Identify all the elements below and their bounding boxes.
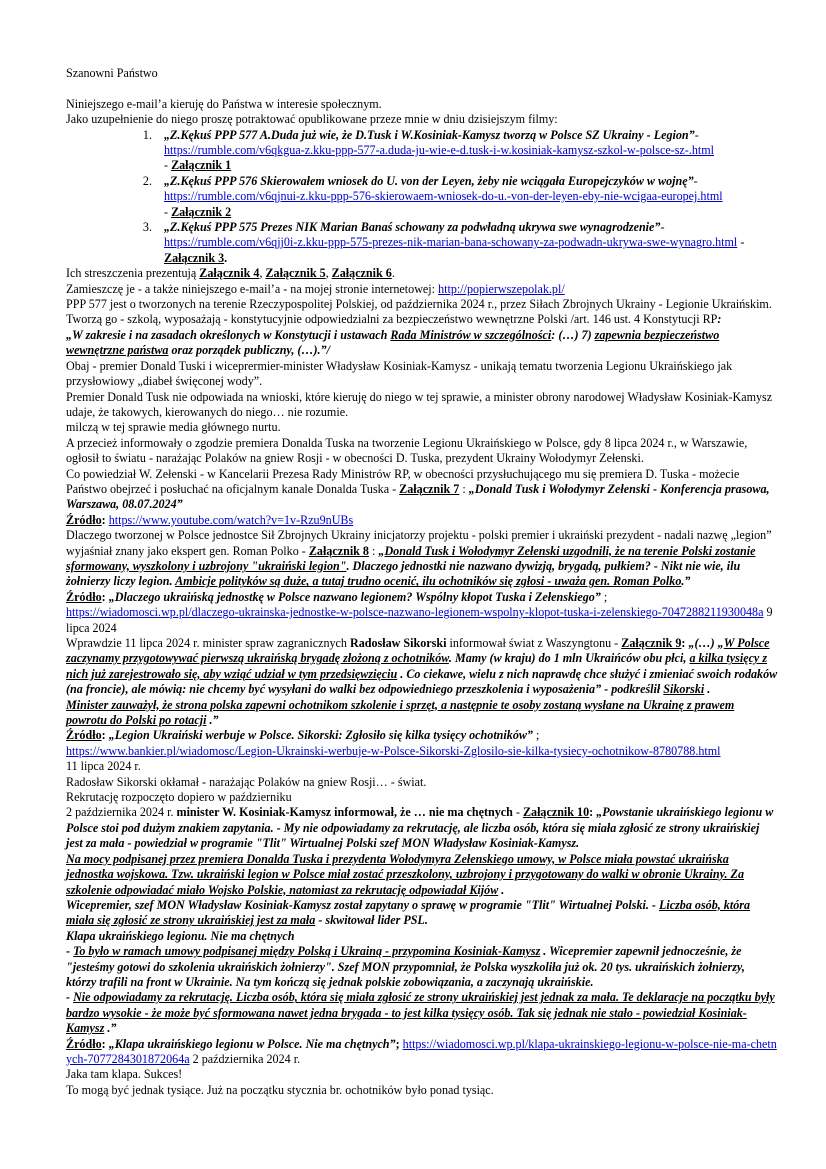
attachment-5-label: Załącznik 5 bbox=[265, 266, 326, 281]
source-date: 9 lipca 2024 bbox=[66, 605, 773, 635]
source-url-bankier[interactable]: https://www.bankier.pl/wiadomosc/Legion-Ukrainski-werbuje-w-Polsce-Sikorski-Zglosilo-sie-kilka-tysiecy-ochotnikow-8780788.html bbox=[66, 743, 721, 758]
source-line-1 bbox=[66, 513, 778, 528]
namocy-underlined: Na mocy podpisanej przez premiera Donalda Tuska i prezydenta Wołodymyra Zełenskiego umowy, w Polsce miała powstać ukraińska jednostka wojskowa. Tzw. ukraiński legion w Polsce miał zostać przeszkolony, uzbrojony i przygotowany do walki w obronie Ukrainy. Za szkolenie odpowiadać miało Wojsko Polskie, natomiast za rekrutację odpowiadał Kijów bbox=[66, 851, 744, 897]
attachment-7-label: Załącznik 7 bbox=[399, 481, 460, 496]
film-title: „Z.Kękuś PPP 576 Skierowałem wniosek do U. von der Leyen, żeby nie wciągała Europejczyków w wojnę” bbox=[164, 173, 694, 188]
ppp577-paragraph: PPP 577 jest o tworzonych na terenie Rzeczypospolitej Polskiej, od października 2024 r., przez Siłach Zbrojnych Ukrainy - Legionie Ukraińskim. bbox=[66, 297, 772, 312]
namocy-end: . bbox=[498, 882, 505, 897]
source-url-line-2 bbox=[66, 605, 778, 636]
film-title-dash: - bbox=[660, 220, 665, 235]
website-line bbox=[66, 282, 778, 297]
source-url-wp-legionem[interactable]: https://wiadomosci.wp.pl/dlaczego-ukrainska-jednostke-w-polsce-nazwano-legionem-wspolny-klopot-tuska-i-zelenskiego-7047288211930048a bbox=[66, 605, 764, 620]
source-label: Źródło bbox=[66, 728, 102, 743]
attachment-prefix: - bbox=[164, 158, 169, 173]
wicepremier-part-1: Wicepremier, szef MON Władysław Kosiniak-Kamysz został zapytany o sprawę w programie "Tlit" Wirtualnej Polski. - bbox=[66, 897, 659, 912]
source-label: Źródło bbox=[66, 1036, 102, 1051]
website-url[interactable]: http://popierwszepolak.pl/ bbox=[438, 281, 565, 296]
film-title-dash: - bbox=[693, 173, 698, 188]
minister-noted-end: .” bbox=[206, 713, 219, 728]
rekrutacja-line: Rekrutację rozpoczęto dopiero w październiku bbox=[66, 790, 292, 805]
film-url[interactable]: https://rumble.com/v6qjnui-z.kku-ppp-576-skierowaem-wniosek-do-u.-von-der-leyen-eby-nie-wcigaa-europej.html bbox=[164, 189, 723, 204]
nieodpowiadamy-paragraph bbox=[66, 990, 778, 1036]
attachment-prefix: - bbox=[164, 204, 169, 219]
quote-part-4-underlined: zapewnia bezpieczeństwo wewnętrzne państwa bbox=[66, 327, 720, 358]
kosiniak-quote: „Powstanie ukraińskiego legionu w Polsce stoi pod dużym znakiem zapytania. - My nie odpowiadamy za rekrutację, ale liczba osób, która się miała zgłosić ze strony ukraińskiej jest za mała - powiedział w programie "Tlit" Wirtualnej Polski szef MON Władysław Kosiniak-Kamysz. bbox=[66, 805, 774, 851]
intro-line-1: Niniejszego e-mail’a kieruję do Państwa w interesie społecznym. bbox=[66, 96, 382, 111]
summaries-sep-1: , bbox=[259, 266, 266, 281]
constitution-lead: Tworzą go - szkolą, wyposażają - konstytucyjnie odpowiedzialni za bezpieczeństwo wewnętrzne Polski /art. 146 ust. 4 Konstytucji RP bbox=[66, 312, 718, 327]
tobylo-part-2: . Wicepremier zapewnił jednocześnie, że "jesteśmy gotowi do szkolenia ukraińskich żołnierzy". Szef MON przypomniał, że Polska wyszkoliła już ok. 20 tys. ukraińskich żołnierzy, którzy trafili na front w Ukrainie. Na tym kończą się jednak polskie zobowiązania, a zaczynają ukraińskie. bbox=[66, 944, 745, 989]
polko-quote-open: „ bbox=[378, 543, 385, 558]
source-url-line-3 bbox=[66, 744, 778, 759]
tobylo-dash: - bbox=[66, 944, 74, 959]
source-title: „Legion Ukraiński werbuje w Polsce. Sikorski: Zgłosiło się kilka tysięcy ochotników” bbox=[108, 728, 533, 743]
sikorski-quote-italic-2: . Co ciekawe, wielu z nich naprawdę chce służyć i zmieniać swoich rodaków (na froncie), ale mówią: nie chcemy być wysyłani do walki bez odpowiedniego przeszkolenia i wyposażenia” bbox=[66, 666, 778, 697]
source-semicolon: ; bbox=[395, 1036, 403, 1051]
source-date-line-3: 11 lipca 2024 r. bbox=[66, 759, 141, 774]
nieodpowiadamy-end: .” bbox=[104, 1021, 117, 1036]
premier-paragraph: Premier Donald Tusk nie odpowiada na wnioski, które kieruję do niego w tej sprawie, a minister obrony narodowej Władysław Kosiniak-Kamysz udaje, że takowych, kierowanych do niego… nie rozumie. bbox=[66, 389, 773, 419]
polko-quote-underlined-1: Donald Tusk i Wołodymyr Zełenski uzgodnili, że na terenie Polski zostanie sformowany, wyszkolony i uzbrojony "ukraiński legion" bbox=[66, 543, 756, 573]
kosiniak-part-1: 2 października 2024 r. bbox=[66, 805, 177, 820]
blank-line bbox=[66, 81, 778, 96]
source-colon: : bbox=[101, 512, 109, 527]
source-date: 2 października 2024 r. bbox=[189, 1051, 301, 1066]
sikorski-name: Radosław Sikorski bbox=[349, 636, 447, 651]
wicepremier-paragraph bbox=[66, 898, 778, 929]
tobylo-paragraph bbox=[66, 944, 778, 990]
list-item bbox=[66, 128, 778, 174]
minister-noted-paragraph bbox=[66, 698, 778, 729]
constitution-paragraph bbox=[66, 312, 778, 327]
attachment-6-label: Załącznik 6 bbox=[331, 266, 392, 281]
source-semicolon: ; bbox=[532, 728, 540, 743]
sikorski-part-2: informował świat z Waszyngtonu - bbox=[446, 636, 622, 651]
film-title: „Z.Kękuś PPP 577 A.Duda już wie, że D.Tusk i W.Kosiniak-Kamysz tworzą w Polsce SZ Ukrainy - Legion” bbox=[164, 127, 695, 142]
sikorski-quote-italic-1: . Mamy (w kraju) do 1 mln Ukraińców obu płci, bbox=[448, 651, 690, 666]
sikorski-quote-italic-4: . bbox=[704, 682, 711, 697]
source-label: Źródło bbox=[66, 512, 102, 527]
source-colon: : bbox=[101, 589, 109, 604]
sikorski-part-3: : bbox=[681, 636, 689, 651]
summaries-lead: Ich streszczenia prezentują bbox=[66, 266, 200, 281]
source-colon: : bbox=[101, 1036, 109, 1051]
nieodpowiadamy-underlined: Nie odpowiadamy za rekrutację. Liczba osób, która się miała zgłosić ze strony ukraińskiej jest jednak za mała. Te deklaracje na początku były bardzo wysokie - że może być sformowana nawet jedna brygada - to jest kilka tysięcy osób. Tak się jednak nie stało - powiedział Kosiniak-Kamysz bbox=[66, 990, 775, 1036]
intro-line-2: Jako uzupełnienie do niego proszę potraktować opublikowane przeze mnie w dniu dzisiejszym filmy: bbox=[66, 112, 558, 127]
quote-part-2-underlined: Rada Ministrów w szczególności bbox=[390, 327, 552, 342]
source-label: Źródło bbox=[66, 589, 102, 604]
greeting-line: Szanowni Państwo bbox=[66, 66, 158, 80]
minister-noted-underlined: Minister zauważył, że strona polska zapewni ochotnikom szkolenie i sprzęt, a następnie te osoby zostaną wysłane na Ukrainę z prawem powrotu do Polski po rotacji bbox=[66, 697, 735, 728]
source-colon: : bbox=[101, 728, 109, 743]
sikorski-paragraph bbox=[66, 636, 778, 698]
nieodpowiadamy-dash: - bbox=[66, 990, 74, 1005]
oklamal-line: Radosław Sikorski okłamał - narażając Polaków na gniew Rosji… - świat. bbox=[66, 774, 427, 789]
sikorski-quote-open: „(…) bbox=[688, 636, 718, 651]
zelenski-quote: „Donald Tusk i Wołodymyr Zełenski - Konferencja prasowa, Warszawa, 08.07.2024” bbox=[66, 481, 770, 512]
kosiniak-paragraph bbox=[66, 805, 778, 851]
quote-part-5: oraz porządek publiczny, (…).”/ bbox=[168, 343, 330, 358]
polko-quote-underlined-2: Ambicje polityków są duże, a tutaj trudno ocenić, ilu ochotników się zgłosi - uważa gen. Roman Polko bbox=[175, 574, 682, 589]
kosiniak-part-2: - bbox=[512, 805, 523, 820]
source-title: „Klapa ukraińskiego legionu w Polsce. Nie ma chętnych” bbox=[108, 1036, 396, 1051]
list-item bbox=[66, 220, 778, 266]
document-body bbox=[66, 66, 778, 1098]
quote-part-1: „W zakresie i na zasadach określonych w Konstytucji i ustawach bbox=[66, 327, 391, 342]
obaj-paragraph: Obaj - premier Donald Tuski i wiceprermier-minister Władysław Kosiniak-Kamysz - unikają tematu tworzenia Legionu Ukraińskiego jak przysłowiowy „diabeł święconej wody”. bbox=[66, 358, 733, 389]
zelenski-paragraph bbox=[66, 467, 778, 513]
film-url[interactable]: https://rumble.com/v6qkgua-z.kku-ppp-577-a.duda-ju-wie-e-d.tusk-i-w.kosiniak-kamysz-szkol-w-polsce-sz-.html bbox=[164, 143, 715, 158]
film-title-dash: - bbox=[694, 127, 699, 142]
source-url-wp-klapa[interactable]: https://wiadomosci.wp.pl/klapa-ukrainskiego-legionu-w-polsce-nie-ma-chetnych-7077284301872064a bbox=[66, 1036, 777, 1066]
zgoda-paragraph: A przecież informowały o zgodzie premiera Donalda Tuska na tworzenie Legionu Ukraińskiego w Polsce, gdy 8 lipca 2024 r., w Warszawie, ogłosił to światu - narażając Polaków na gniew Rosji - w obecności D. Tuska, prezydent Ukrainy Wołodymyr Zełenski. bbox=[66, 435, 748, 466]
sikorski-part-1: Wprawdzie 11 lipca 2024 r. minister spraw zagranicznych bbox=[66, 636, 350, 651]
wicepremier-part-2: - skwitował lider PSL. bbox=[315, 913, 428, 928]
source-semicolon: ; bbox=[600, 589, 608, 604]
attachment-suffix: . bbox=[224, 250, 228, 265]
sikorski-quote-italic-3: - podkreślił bbox=[601, 682, 664, 697]
jaka-line: Jaka tam klapa. Sukces! bbox=[66, 1067, 183, 1082]
sikorski-quote-mark: „ bbox=[717, 636, 724, 651]
sikorski-quote-underlined-2: a kilka tysięcy z nich już zarejestrowało się, aby wziąć udział w tym przedsięwzięciu bbox=[66, 651, 768, 681]
list-item bbox=[66, 174, 778, 220]
polko-part-1: Dlaczego tworzonej w Polsce jednostce Sił Zbrojnych Ukrainy inicjatorzy projektu - polski premier i ukraiński prezydent - nadali nazwę „legion” wyjaśniał znany jako ekspert gen. Roman Polko - bbox=[66, 528, 772, 558]
film-title: „Z.Kękuś PPP 575 Prezes NIK Marian Banaś schowany za podwładną ukrywa swe wynagrodzenie” bbox=[164, 220, 661, 235]
zelenski-part-1: Co powiedział W. Zełenski - w Kancelarii Prezesa Rady Ministrów RP, w obecności przysłuchującego mu się premiera D. Tuska - możecie Państwo obejrzeć i posłuchać na oficjalnym kanale Donalda Tuska - bbox=[66, 466, 740, 496]
kosiniak-part-3: : bbox=[589, 805, 597, 820]
polko-part-2: : bbox=[368, 543, 379, 558]
polko-paragraph bbox=[66, 528, 778, 590]
attachment-label: Załącznik 1 bbox=[171, 158, 232, 173]
zelenski-part-2: : bbox=[459, 481, 469, 496]
attachment-label: Załącznik 2 bbox=[171, 204, 232, 219]
summaries-line bbox=[66, 266, 778, 281]
film-url[interactable]: https://rumble.com/v6qjj0i-z.kku-ppp-575-prezes-nik-marian-bana-schowany-za-podwadn-ukrywa-swe-wynagro.html bbox=[164, 235, 738, 250]
summaries-sep-2: , bbox=[325, 266, 332, 281]
tomoga-line: To mogą być jednak tysiące. Już na początku stycznia br. ochotników było ponad tysiąc. bbox=[66, 1082, 494, 1097]
attachment-prefix: - bbox=[740, 235, 745, 250]
media-line: milczą w tej sprawie media głównego nurtu. bbox=[66, 420, 281, 435]
klapa-heading: Klapa ukraińskiego legionu. Nie ma chętnych bbox=[66, 928, 295, 943]
constitution-quote bbox=[66, 328, 778, 359]
wicepremier-underlined: Liczba osób, która miała się zgłosić ze strony ukraińskiej jest za mała bbox=[66, 897, 751, 928]
source-line-4 bbox=[66, 1037, 778, 1068]
attachment-10-label: Załącznik 10 bbox=[522, 805, 590, 820]
website-lead: Zamieszczę je - a także niniejszego e-mail’a - na mojej stronie internetowej: bbox=[66, 281, 439, 296]
quote-part-3: : (…) 7) bbox=[551, 327, 595, 342]
sikorski-quote-underlined-1: W Polsce zaczynamy przygotowywać pierwszą ukraińską brygadę złożoną z ochotników bbox=[66, 636, 770, 666]
source-line-3 bbox=[66, 728, 778, 743]
polko-quote-italic-1: . Dlaczego jednostki nie nazwano dywizją, brygadą, pułkiem? - Nikt nie wie, ilu żołnierzy liczy legion. bbox=[66, 558, 741, 589]
namocy-paragraph bbox=[66, 852, 778, 898]
tobylo-underlined: To było w ramach umowy podpisanej między Polską i Ukrainą - przypomina Kosiniak-Kamysz bbox=[73, 944, 541, 959]
source-title: „Dlaczego ukraińską jednostkę w Polsce nazwano legionem? Wspólny kłopot Tuska i Zełenskiego” bbox=[108, 589, 601, 604]
sikorski-quote-underlined-3: Sikorski bbox=[663, 682, 705, 697]
film-list bbox=[66, 128, 778, 267]
attachment-4-label: Załącznik 4 bbox=[199, 266, 260, 281]
kosiniak-bold-lead: minister W. Kosiniak-Kamysz informował, że … nie ma chętnych bbox=[176, 805, 513, 820]
polko-quote-end: .” bbox=[681, 574, 691, 589]
attachment-label: Załącznik 3 bbox=[164, 250, 225, 265]
source-line-2 bbox=[66, 590, 778, 605]
summaries-end: . bbox=[391, 266, 395, 281]
attachment-8-label: Załącznik 8 bbox=[308, 543, 369, 558]
source-url-youtube[interactable]: https://www.youtube.com/watch?v=1v-Rzu9nUBs bbox=[108, 512, 354, 527]
attachment-9-label: Załącznik 9 bbox=[621, 636, 682, 651]
constitution-colon: : bbox=[717, 312, 722, 327]
